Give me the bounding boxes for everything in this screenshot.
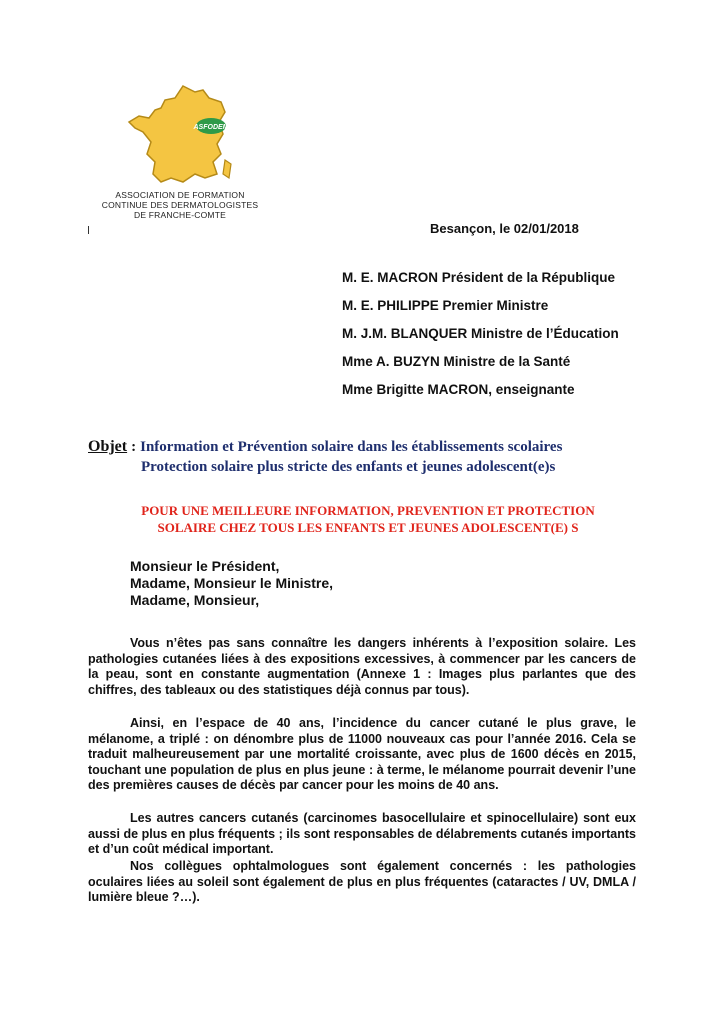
margin-mark	[88, 226, 89, 234]
subject-label: Objet	[88, 438, 128, 455]
headline-line-1: POUR UNE MEILLEURE INFORMATION, PREVENTION ET PROTECTION	[141, 503, 595, 518]
salutation-line: Madame, Monsieur,	[130, 592, 260, 608]
organization-name	[85, 190, 275, 220]
salutation-line: Madame, Monsieur le Ministre,	[130, 575, 334, 591]
recipient: M. E. PHILIPPE Premier Ministre	[342, 298, 549, 313]
headline	[88, 502, 648, 536]
subject-block	[88, 437, 688, 477]
logo-badge-text: ASFODEM	[193, 124, 229, 131]
organization-line: ASSOCIATION DE FORMATION	[115, 190, 245, 200]
organization-line: DE FRANCHE-COMTE	[134, 210, 226, 220]
salutation	[130, 558, 333, 609]
subject-line-2: Protection solaire plus stricte des enfants et jeunes adolescent(e)s	[141, 459, 556, 475]
france-map-icon	[125, 82, 235, 190]
subject-separator: :	[131, 439, 137, 455]
recipient: Mme A. BUZYN Ministre de la Santé	[342, 354, 571, 369]
recipient: Mme Brigitte MACRON, enseignante	[342, 382, 575, 397]
body-paragraph: Vous n’êtes pas sans connaître les dangers inhérents à l’exposition solaire. Les pathologies cutanées liées à des expositions excessives, à commencer par les cancers de la peau, sont en constante augmentation (Annexe 1 : Images plus parlantes que des chiffres, des tableaux ou des statistiques déjà connus par tous).	[88, 636, 636, 697]
recipient: M. E. MACRON Président de la République	[342, 270, 616, 285]
body-paragraph: Ainsi, en l’espace de 40 ans, l’incidence du cancer cutané le plus grave, le mélanome, a triplé : on dénombre plus de 11000 nouveaux cas pour l’année 2016. Cela se traduit malheureusement par une mortalité croissante, avec plus de 1600 décès en 2015, touchant une population de plus en plus jeune : à terme, le mélanome pourrait devenir l’une des premières causes de décès par cancer pour les moins de 40 ans.	[88, 716, 636, 792]
salutation-line: Monsieur le Président,	[130, 558, 280, 574]
subject-line-1: Information et Prévention solaire dans les établissements scolaires	[140, 439, 563, 455]
recipient-list	[342, 268, 619, 408]
body-paragraph: Nos collègues ophtalmologues sont également concernés : les pathologies oculaires liées au soleil sont également de plus en plus fréquentes (cataractes / UV, DMLA / lumière bleue ?…).	[88, 859, 636, 904]
organization-line: CONTINUE DES DERMATOLOGISTES	[101, 200, 259, 210]
recipient: M. J.M. BLANQUER Ministre de l’Éducation	[342, 326, 619, 341]
association-logo	[85, 82, 275, 222]
letter-date: Besançon, le 02/01/2018	[430, 221, 579, 236]
headline-line-2: SOLAIRE CHEZ TOUS LES ENFANTS ET JEUNES ADOLESCENT(E) S	[157, 520, 579, 535]
body-paragraph: Les autres cancers cutanés (carcinomes basocellulaire et spinocellulaire) sont eux aussi de plus en plus fréquents ; ils sont responsables de délabrements cutanés importants et d’un coût médical important.	[88, 811, 636, 856]
